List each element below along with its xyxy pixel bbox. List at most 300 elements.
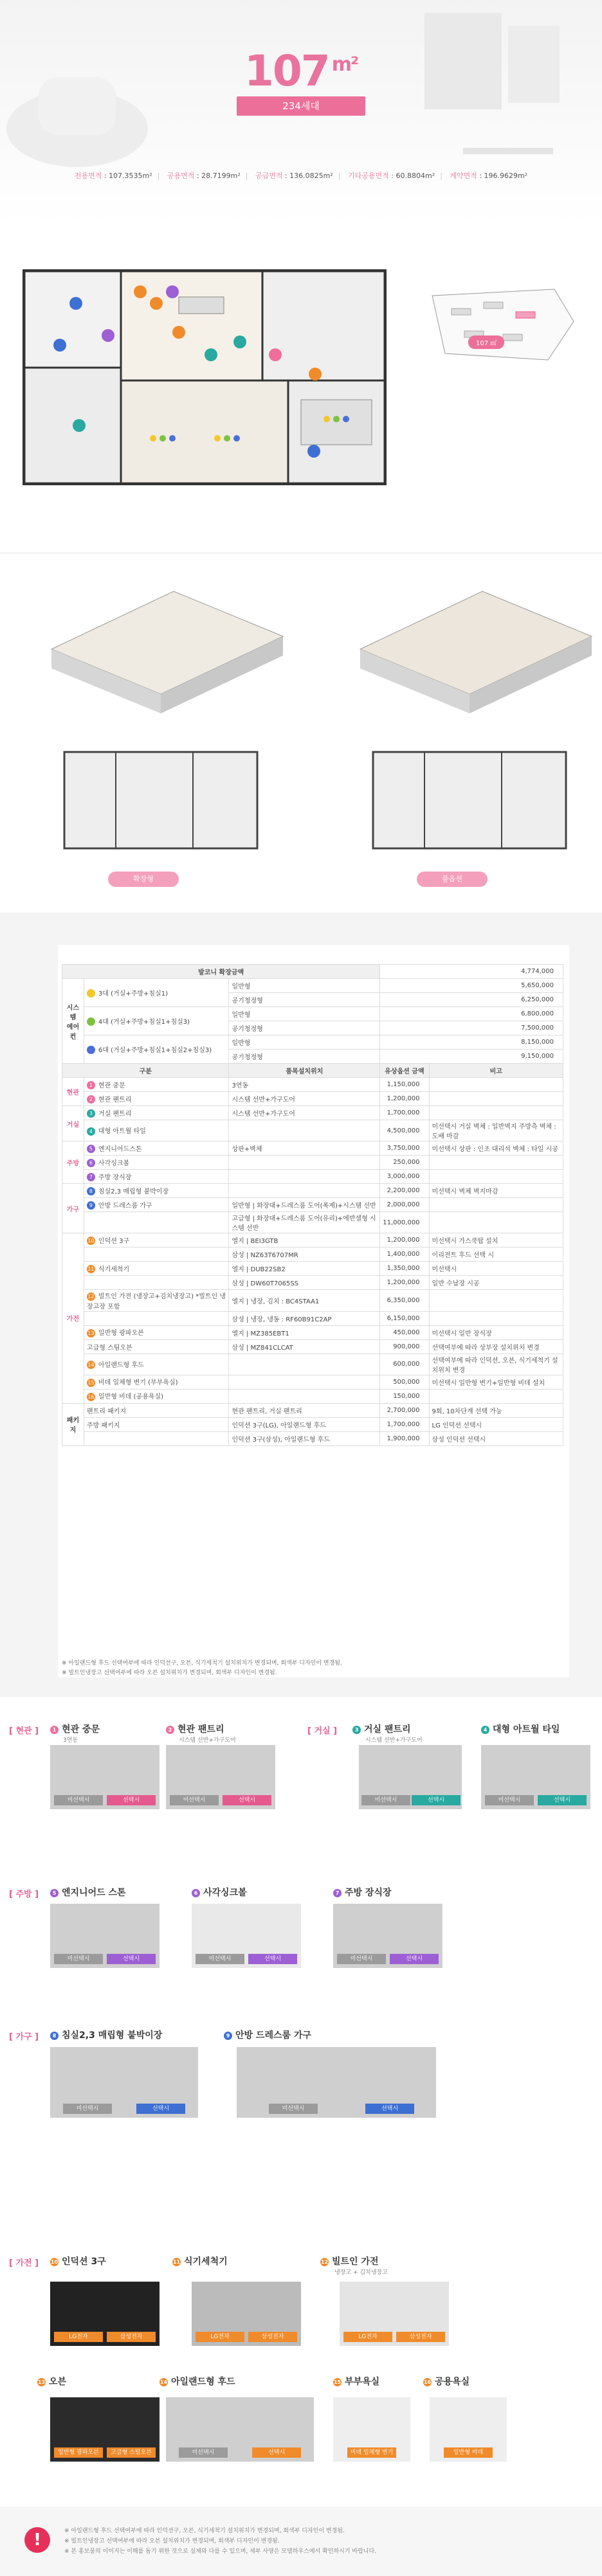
aircon-type: 공기청정형 xyxy=(229,1021,380,1035)
item-name xyxy=(84,1170,229,1184)
plan-marker xyxy=(102,329,114,342)
option-subtitle: 시스템 선반+가구도어 xyxy=(179,1737,236,1744)
table-row xyxy=(62,1417,563,1431)
option-subtitle: 냉장고 + 김치냉장고 xyxy=(334,2269,388,2276)
option-photo xyxy=(333,2397,410,2462)
item-name xyxy=(84,1417,229,1431)
table-row xyxy=(62,1198,563,1212)
item-name xyxy=(84,1141,229,1156)
item-name xyxy=(84,1403,229,1417)
item-note xyxy=(429,1156,563,1170)
option-title: 1 현관 중문 xyxy=(50,1722,100,1735)
item-number-badge: 12 xyxy=(87,1293,95,1300)
item-name-text: 대형 아트월 타일 xyxy=(98,1128,146,1136)
option-title: 8 침실2,3 매립형 붙박이장 xyxy=(50,2028,162,2041)
item-name xyxy=(84,1311,229,1325)
item-note: 미선택시 거실 벽체 : 일반벽지 주방측 벽체 : 도배 마감 xyxy=(429,1120,563,1141)
option-subtitle: 3연동 xyxy=(63,1737,78,1744)
item-name-text: 현관 중문 xyxy=(98,1082,125,1089)
table-footnote: ※ 빌트인냉장고 선택여부에 따라 오븐 설치위치가 변경되며, 회색부 디자인이 변경됨. xyxy=(62,1670,277,1676)
item-name-text: 침실2,3 매립형 붙박이장 xyxy=(98,1188,169,1195)
aircon-price: 5,650,000 xyxy=(380,979,563,993)
item-note: 일반 수납장 시공 xyxy=(429,1276,563,1290)
selected-label: 선택시 xyxy=(252,2447,301,2458)
item-name xyxy=(84,1184,229,1198)
item-name-text: 인덕션 3구 xyxy=(98,1237,130,1245)
aircon-option-name: 6대 (거실+주방+침실1+침실2+침실3) xyxy=(98,1046,212,1054)
option-subtitle: 시스템 선반+가구도어 xyxy=(365,1737,423,1744)
area-label: 공급면적 xyxy=(255,172,283,180)
option-title-text: 식기세척기 xyxy=(184,2257,228,2267)
item-loc: 현관 팬트리, 거실 팬트리 xyxy=(229,1403,380,1417)
item-note: LG 인덕션 선택시 xyxy=(429,1417,563,1431)
aircon-type: 공기청정형 xyxy=(229,1050,380,1064)
item-number-badge: 15 xyxy=(87,1379,95,1386)
option-title-text: 공용욕실 xyxy=(435,2377,470,2387)
unit-size-title xyxy=(0,46,602,96)
table-row xyxy=(62,1035,563,1050)
aircon-type: 일반형 xyxy=(229,979,380,993)
item-name xyxy=(84,1339,229,1354)
option-title-text: 주방 장식장 xyxy=(345,1888,392,1898)
aircon-type: 일반형 xyxy=(229,1007,380,1021)
item-name xyxy=(84,1198,229,1212)
item-price: 2,700,000 xyxy=(380,1403,429,1417)
area-value: 196.9629m² xyxy=(484,172,528,180)
selected-label: 선택시 xyxy=(248,1954,297,1964)
option-title-text: 아일랜드형 후드 xyxy=(171,2377,235,2387)
brand-label: 일반형 비데 xyxy=(444,2447,493,2458)
item-number-badge: 3 xyxy=(87,1109,95,1118)
area-label: 전용면적 xyxy=(74,172,102,180)
item-price: 150,000 xyxy=(380,1389,429,1403)
item-name xyxy=(84,1290,229,1312)
item-name xyxy=(84,1276,229,1290)
item-note: 미선택시 벽체 벽지마감 xyxy=(429,1184,563,1198)
category-tag-appliance: [ 가전 ] xyxy=(9,2258,39,2268)
category-cell: 거실 xyxy=(62,1106,84,1141)
option-photo xyxy=(50,2047,198,2118)
item-name xyxy=(84,1325,229,1339)
item-name xyxy=(84,1156,229,1170)
table-row xyxy=(62,1184,563,1198)
not-selected-label: 미선택시 xyxy=(337,1954,386,1964)
item-price: 2,000,000 xyxy=(380,1198,429,1212)
selected-label: 선택시 xyxy=(107,1954,156,1964)
brand-label: 삼성전자 xyxy=(396,2332,445,2342)
selected-label: 선택시 xyxy=(390,1954,439,1964)
item-note: 미선택시 일반형 변기+일반형 비데 설치 xyxy=(429,1375,563,1389)
item-name-text: 사각싱크볼 xyxy=(98,1159,130,1167)
not-selected-label: 미선택시 xyxy=(269,2104,318,2114)
item-note: 미선택시 가스쿡탑 설치 xyxy=(429,1233,563,1248)
item-note: 선택여부에 따라 인덕션, 오븐, 식기세척기 설치위치 변경 xyxy=(429,1354,563,1375)
item-note: 삼성 인덕션 선택시 xyxy=(429,1431,563,1445)
item-name-text: 비데 일체형 변기 (부부욕실) xyxy=(98,1379,178,1387)
area-label: 계약면적 xyxy=(450,172,477,180)
category-cell: 가전 xyxy=(62,1233,84,1404)
item-price: 6,350,000 xyxy=(380,1290,429,1312)
plan-marker xyxy=(172,326,185,339)
item-loc: 삼성 | NZ63T6707MR xyxy=(229,1248,380,1262)
hero-banner xyxy=(0,0,602,225)
item-number-badge: 2 xyxy=(87,1095,95,1104)
item-price: 500,000 xyxy=(380,1375,429,1389)
item-name xyxy=(84,1120,229,1141)
item-loc xyxy=(229,1170,380,1184)
plan-marker xyxy=(69,297,82,310)
option-title-text: 대형 아트월 타일 xyxy=(493,1724,560,1735)
item-name xyxy=(84,1431,229,1445)
option-photo xyxy=(50,1904,160,1968)
not-selected-label: 미선택시 xyxy=(196,1954,244,1964)
area-value: 107.3535m² xyxy=(109,172,152,180)
option-title: 11 식기세척기 xyxy=(172,2257,228,2267)
option-title-text: 빌트인 가전 xyxy=(332,2257,379,2267)
option-photo xyxy=(192,2282,301,2346)
table-row xyxy=(62,1092,563,1106)
item-name xyxy=(84,1262,229,1276)
col-header: 유상옵션 금액 xyxy=(380,1064,429,1078)
table-row xyxy=(62,1007,563,1021)
item-name-text: 안방 드레스룸 가구 xyxy=(98,1202,152,1210)
aircon-option-name: 4대 (거실+주방+침실1+침실3) xyxy=(98,1018,190,1026)
item-note: 미선택시 상판 : 인조 대리석 벽체 : 타일 시공 xyxy=(429,1141,563,1156)
item-note xyxy=(429,1198,563,1212)
selected-label: 선택시 xyxy=(365,2104,414,2114)
category-cell: 패키지 xyxy=(62,1403,84,1445)
col-header: 품목설치위치 xyxy=(229,1064,380,1078)
option-photo xyxy=(50,2282,160,2346)
item-name xyxy=(84,1078,229,1092)
plan-marker xyxy=(205,348,217,361)
item-price: 4,500,000 xyxy=(380,1120,429,1141)
option-title: 7 주방 장식장 xyxy=(333,1886,392,1899)
item-note xyxy=(429,1106,563,1120)
aircon-price: 8,150,000 xyxy=(380,1035,563,1050)
item-loc: 3연동 xyxy=(229,1078,380,1092)
item-loc: 엘지 | DUB22SB2 xyxy=(229,1262,380,1276)
item-price: 1,200,000 xyxy=(380,1233,429,1248)
aircon-type: 일반형 xyxy=(229,1035,380,1050)
item-number-badge: 1 xyxy=(87,1081,95,1089)
item-loc xyxy=(229,1389,380,1403)
item-price: 900,000 xyxy=(380,1339,429,1354)
plan-marker xyxy=(307,445,320,458)
item-name-text: 팬트리 패키지 xyxy=(86,1408,127,1415)
item-price: 450,000 xyxy=(380,1325,429,1339)
notice-line: ※ 아일랜드형 후드 선택여부에 따라 인덕션구, 오븐, 식기세척기 설치위치가 변경되며, 회색부 디자인이 변경됨. xyxy=(64,2528,345,2534)
item-price: 3,750,000 xyxy=(380,1141,429,1156)
not-selected-label: 미선택시 xyxy=(485,1795,534,1805)
not-selected-label: 미선택시 xyxy=(179,2447,228,2458)
option-price-table xyxy=(62,964,563,1446)
item-price: 1,900,000 xyxy=(380,1431,429,1445)
option-photo xyxy=(340,2282,449,2346)
brand-label: LG전자 xyxy=(54,2332,103,2342)
brand-label: LG전자 xyxy=(343,2332,392,2342)
option-title-text: 안방 드레스룸 가구 xyxy=(235,2030,311,2041)
item-name-text: 엔지니어드스톤 xyxy=(98,1145,142,1153)
item-loc: 엘지 | BEI3GTB xyxy=(229,1233,380,1248)
item-name-text: 현관 팬트리 xyxy=(98,1096,132,1104)
item-number-badge: 6 xyxy=(87,1159,95,1167)
not-selected-label: 미선택시 xyxy=(170,1795,219,1805)
not-selected-label: 미선택시 xyxy=(54,1795,103,1805)
item-note xyxy=(429,1170,563,1184)
area-summary: 전용면적 : 107.3535m² | 공용면적 : 28.7199m² | 공급면적 : 136.0825m² | 기타공용면적 : 60.8804m² | 계약면적 : 196.9629m² xyxy=(74,172,528,180)
item-price: 1,700,000 xyxy=(380,1106,429,1120)
table-row xyxy=(62,1339,563,1354)
item-price: 1,200,000 xyxy=(380,1276,429,1290)
table-row xyxy=(62,1212,563,1233)
area-label: 공용면적 xyxy=(167,172,195,180)
item-note: 미선택시 일반 장식장 xyxy=(429,1325,563,1339)
item-note: 선택여부에 따라 상부장 설치위치 변경 xyxy=(429,1339,563,1354)
item-loc xyxy=(229,1120,380,1141)
item-loc: 삼성 | DW60T7065SS xyxy=(229,1276,380,1290)
item-loc: 인덕션 3구(LG), 아일랜드형 후드 xyxy=(229,1417,380,1431)
table-row xyxy=(62,1262,563,1276)
item-number-badge: 13 xyxy=(87,1330,95,1336)
brand-label: 비데 일체형 변기 xyxy=(347,2447,396,2458)
aircon-price: 9,150,000 xyxy=(380,1050,563,1064)
item-note xyxy=(429,1078,563,1092)
item-loc: 삼성 | MZ841CLCAT xyxy=(229,1339,380,1354)
table-row xyxy=(62,1311,563,1325)
item-loc: 인덕션 3구(삼성), 아일랜드형 후드 xyxy=(229,1431,380,1445)
option-rows xyxy=(62,1078,563,1446)
item-loc: 엘지 | 냉장, 김치 : BC4STAA1 xyxy=(229,1290,380,1312)
table-row xyxy=(62,1389,563,1403)
item-name xyxy=(84,1354,229,1375)
option-photo xyxy=(237,2047,436,2118)
table-row xyxy=(62,1403,563,1417)
item-name-text: 빌트인 가전 (냉장고+김치냉장고) *빌트인 냉장고장 포함 xyxy=(86,1293,226,1310)
option-title-text: 엔지니어드 스톤 xyxy=(62,1888,126,1898)
option-title: 14 아일랜드형 후드 xyxy=(160,2377,235,2387)
col-header: 비고 xyxy=(429,1064,563,1078)
option-photo xyxy=(166,1745,275,1809)
3d-view-full-option xyxy=(334,566,602,861)
table-row xyxy=(62,1078,563,1092)
table-row xyxy=(62,1325,563,1339)
warning-icon: ! xyxy=(24,2527,50,2553)
option-title-text: 침실2,3 매립형 붙박이장 xyxy=(62,2030,163,2041)
item-loc: 일반형 | 화장대+드레스룸 도어(폭제)+시스템 선반 xyxy=(229,1198,380,1212)
site-plan xyxy=(426,283,580,373)
option-title: 10 인덕션 3구 xyxy=(50,2257,106,2267)
category-cell: 주방 xyxy=(62,1141,84,1184)
item-name-text: 일반형 광파오븐 xyxy=(98,1330,144,1337)
item-note xyxy=(429,1389,563,1403)
item-price: 2,200,000 xyxy=(380,1184,429,1198)
plan-marker xyxy=(233,335,246,348)
unit-size-unit: m² xyxy=(331,53,358,76)
item-loc: 상판+벽체 xyxy=(229,1141,380,1156)
item-note xyxy=(429,1311,563,1325)
brand-label: 고급형 스팀오븐 xyxy=(107,2447,156,2458)
item-price: 6,150,000 xyxy=(380,1311,429,1325)
item-number-badge: 9 xyxy=(87,1201,95,1210)
table-row xyxy=(62,1431,563,1445)
option-title-text: 오븐 xyxy=(49,2377,67,2387)
item-name-text: 주방 장식장 xyxy=(98,1174,132,1181)
selected-label: 선택시 xyxy=(223,1795,271,1805)
item-note: 미선택시 xyxy=(429,1262,563,1276)
plan-marker xyxy=(309,368,322,380)
item-price: 1,150,000 xyxy=(380,1078,429,1092)
category-tag-living: [ 거실 ] xyxy=(307,1726,338,1736)
table-row xyxy=(62,1141,563,1156)
option-title-text: 현관 팬트리 xyxy=(178,1724,224,1735)
table-header-row xyxy=(62,1064,563,1078)
item-note xyxy=(429,1290,563,1312)
area-value: 28.7199m² xyxy=(201,172,241,180)
item-name xyxy=(84,1106,229,1120)
table-row xyxy=(62,1120,563,1141)
item-name xyxy=(84,1375,229,1389)
item-note: 이리전트 후드 선택 시 xyxy=(429,1248,563,1262)
selected-label: 선택시 xyxy=(107,1795,156,1805)
table-row xyxy=(62,1248,563,1262)
option-title: 6 사각싱크볼 xyxy=(192,1886,247,1899)
aircon-option xyxy=(84,1007,229,1035)
item-number-badge: 14 xyxy=(87,1362,95,1368)
aircon-option xyxy=(84,1035,229,1064)
option-title: 9 안방 드레스룸 가구 xyxy=(224,2028,311,2041)
item-name-text: 일반형 비데 (공용욕실) xyxy=(98,1393,164,1401)
aircon-price: 6,800,000 xyxy=(380,1007,563,1021)
option-photo xyxy=(192,1904,301,1968)
floor-plan xyxy=(18,258,397,496)
aircon-price: 7,500,000 xyxy=(380,1021,563,1035)
brand-label: 일반형 광파오븐 xyxy=(54,2447,103,2458)
option-title-text: 인덕션 3구 xyxy=(62,2257,106,2267)
item-number-badge: 16 xyxy=(87,1393,95,1400)
table-footnote: ※ 아일랜드형 후드 선택여부에 따라 인덕션구, 오븐, 식기세척기 설치위치가 변경되며, 회색부 디자인이 변경됨. xyxy=(62,1660,342,1667)
aircon-option-name: 3대 (거실+주방+침실1) xyxy=(98,990,169,997)
item-number-badge: 4 xyxy=(87,1127,95,1136)
item-name xyxy=(84,1212,229,1233)
item-loc xyxy=(229,1184,380,1198)
brand-label: LG전자 xyxy=(196,2332,244,2342)
item-number-badge: 5 xyxy=(87,1145,95,1153)
notice-line: ※ 빌트인냉장고 선택여부에 따라 오븐 설치위치가 변경되며, 회색부 디자인이 변경됨. xyxy=(64,2538,280,2545)
item-loc: 엘지 | MZ385EBT1 xyxy=(229,1325,380,1339)
category-tag-entrance: [ 현관 ] xyxy=(9,1726,39,1736)
option-photo xyxy=(430,2397,507,2462)
aircon-type: 공기청정형 xyxy=(229,993,380,1007)
item-loc xyxy=(229,1156,380,1170)
option-title: 4 대형 아트월 타일 xyxy=(481,1722,560,1735)
plan-marker xyxy=(53,339,66,352)
item-name xyxy=(84,1389,229,1403)
option-title-text: 거실 팬트리 xyxy=(364,1724,411,1735)
table-row xyxy=(62,1375,563,1389)
option-title: 15 부부욕실 xyxy=(333,2377,380,2387)
option-title: 5 엔지니어드 스톤 xyxy=(50,1886,126,1899)
plan-marker xyxy=(73,419,86,432)
item-price: 250,000 xyxy=(380,1156,429,1170)
selected-label: 선택시 xyxy=(412,1795,461,1805)
item-number-badge: 7 xyxy=(87,1173,95,1181)
category-cell: 가구 xyxy=(62,1184,84,1233)
item-number-badge: 11 xyxy=(87,1266,95,1273)
item-name-text: 아일랜드형 후드 xyxy=(98,1361,144,1369)
item-price: 1,200,000 xyxy=(380,1092,429,1106)
option-photo xyxy=(50,1745,160,1809)
item-loc: 시스템 선반+가구도어 xyxy=(229,1092,380,1106)
table-row xyxy=(62,1354,563,1375)
item-name xyxy=(84,1233,229,1248)
option-photo xyxy=(333,1904,442,1968)
item-name xyxy=(84,1092,229,1106)
option-title: 16 공용욕실 xyxy=(423,2377,470,2387)
item-note xyxy=(429,1212,563,1233)
brand-label: 삼성전자 xyxy=(248,2332,297,2342)
item-price: 3,000,000 xyxy=(380,1170,429,1184)
option-photo xyxy=(359,1745,462,1809)
table-row xyxy=(62,1106,563,1120)
item-name-text: 식기세척기 xyxy=(98,1266,130,1273)
3d-label-full-option: 풀옵션 xyxy=(417,872,488,887)
category-tag-kitchen: [ 주방 ] xyxy=(9,1890,39,1899)
item-price: 1,400,000 xyxy=(380,1248,429,1262)
aircon-price: 6,250,000 xyxy=(380,993,563,1007)
category-tag-furniture: [ 가구 ] xyxy=(9,2032,39,2042)
table-row xyxy=(62,965,563,979)
item-number-badge: 10 xyxy=(87,1238,95,1244)
col-header: 구분 xyxy=(62,1064,229,1078)
plan-marker xyxy=(134,285,147,298)
option-title-text: 현관 중문 xyxy=(62,1724,100,1735)
table-row xyxy=(62,1156,563,1170)
option-title: 2 현관 팬트리 xyxy=(166,1722,224,1735)
option-title-text: 부부욕실 xyxy=(345,2377,380,2387)
table-row xyxy=(62,1233,563,1248)
3d-label-expanded: 확장형 xyxy=(108,872,179,887)
option-title: 3 거실 팬트리 xyxy=(352,1722,411,1735)
item-name-text: 고급형 스팀오븐 xyxy=(86,1344,132,1352)
item-note: 9회, 10차단계 선택 가능 xyxy=(429,1403,563,1417)
item-number-badge: 8 xyxy=(87,1187,95,1195)
notice-line: ※ 본 홍보물의 이미지는 이해를 돕기 위한 것으로 실제와 다를 수 있으며, 세부 사양은 모델하우스에서 확인하시기 바랍니다. xyxy=(64,2548,377,2555)
option-title-text: 사각싱크볼 xyxy=(203,1888,247,1898)
item-name xyxy=(84,1248,229,1262)
selected-label: 선택시 xyxy=(136,2104,185,2114)
item-loc xyxy=(229,1375,380,1389)
option-photo xyxy=(481,1745,590,1809)
households-badge: 234세대 xyxy=(237,96,365,116)
plan-marker xyxy=(150,297,163,310)
balcony-price: 4,774,000 xyxy=(380,965,563,979)
item-price: 1,350,000 xyxy=(380,1262,429,1276)
selected-label: 선택시 xyxy=(538,1795,587,1805)
area-value: 60.8804m² xyxy=(396,172,435,180)
item-name-text: 거실 팬트리 xyxy=(98,1110,132,1118)
area-label: 기타공용면적 xyxy=(348,172,389,180)
not-selected-label: 미선택시 xyxy=(361,1795,410,1805)
area-value: 136.0825m² xyxy=(289,172,333,180)
plan-marker xyxy=(166,285,179,298)
table-row xyxy=(62,1290,563,1312)
site-unit-badge: 107 ㎡ xyxy=(468,335,504,349)
item-loc: 삼성 | 냉장, 냉동 : RF60B91C2AP xyxy=(229,1311,380,1325)
option-photo xyxy=(50,2397,160,2462)
aircon-category: 시스템 에어컨 xyxy=(62,979,84,1064)
not-selected-label: 미선택시 xyxy=(63,2104,112,2114)
